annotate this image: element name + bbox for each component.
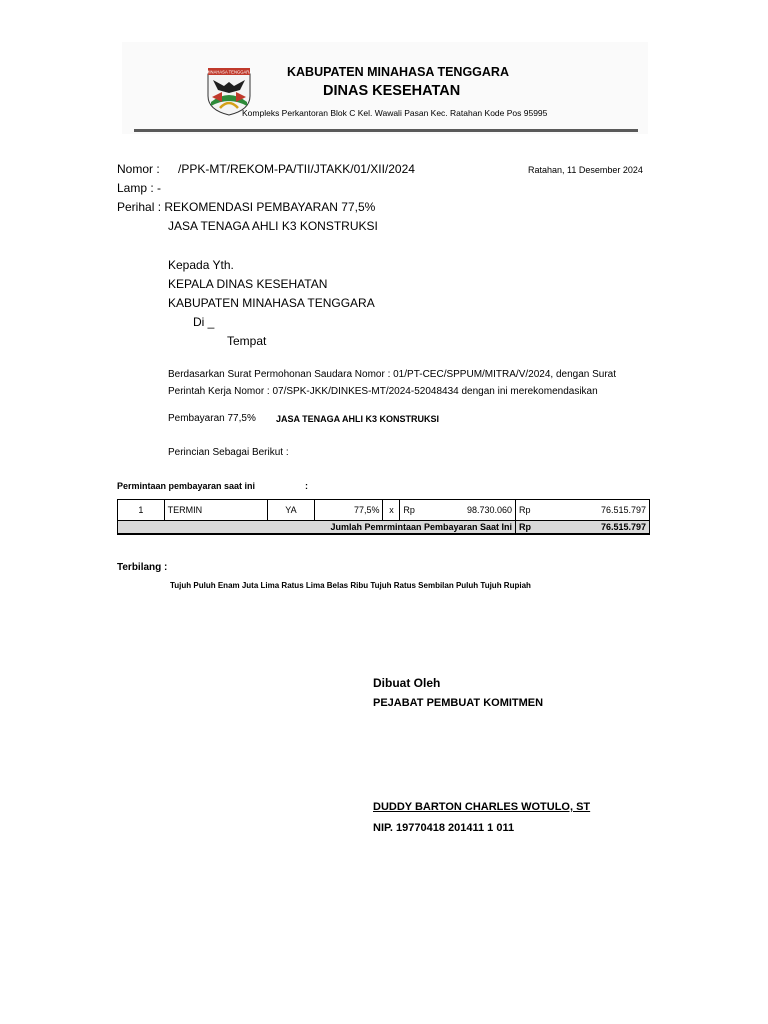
made-by: Dibuat Oleh xyxy=(373,676,441,690)
row-number: 1 xyxy=(118,500,165,521)
signer-name: DUDDY BARTON CHARLES WOTULO, ST xyxy=(373,801,591,813)
row-percent: 77,5% xyxy=(314,500,383,521)
letterhead-divider xyxy=(134,129,638,132)
row-times: x xyxy=(383,500,400,521)
signer-nip: NIP. 19770418 201411 1 011 xyxy=(373,822,515,834)
row-currency: Rp xyxy=(400,500,418,521)
payment-subject: JASA TENAGA AHLI K3 KONSTRUKSI xyxy=(276,414,440,424)
recipient-regency: KABUPATEN MINAHASA TENGGARA xyxy=(168,296,375,310)
row-base: 98.730.060 xyxy=(418,500,516,521)
perihal-line-1: Perihal : REKOMENDASI PEMBAYARAN 77,5% xyxy=(117,200,376,214)
detail-intro: Perincian Sebagai Berikut : xyxy=(168,447,289,458)
body-line-1: Berdasarkan Surat Permohonan Saudara Nomor : 01/PT-CEC/SPPUM/MITRA/V/2024, dengan Surat xyxy=(168,369,616,380)
total-row xyxy=(118,521,650,535)
recipient-place: Tempat xyxy=(227,334,267,348)
body-line-2: Perintah Kerja Nomor : 07/SPK-JKK/DINKES-MT/2024-52048434 dengan ini merekomendasikan xyxy=(168,386,598,397)
lamp: Lamp : - xyxy=(117,181,162,195)
total-amount: 76.515.797 xyxy=(534,521,649,535)
recipient-title: KEPALA DINAS KESEHATAN xyxy=(168,277,328,291)
row-item: TERMIN xyxy=(164,500,267,521)
total-label: Jumlah Pemrmintaan Pembayaran Saat Ini xyxy=(118,521,516,535)
table-row xyxy=(118,500,650,521)
request-colon: : xyxy=(305,481,308,491)
row-status: YA xyxy=(268,500,315,521)
signer-position: PEJABAT PEMBUAT KOMITMEN xyxy=(373,697,544,709)
nomor-value: /PPK-MT/REKOM-PA/TII/JTAKK/01/XII/2024 xyxy=(178,162,415,176)
payment-label: Pembayaran 77,5% xyxy=(168,413,256,424)
payment-table xyxy=(117,499,650,535)
regency-name: KABUPATEN MINAHASA TENGGARA xyxy=(287,65,509,79)
agency-address: Kompleks Perkantoran Blok C Kel. Wawali Pasan Kec. Ratahan Kode Pos 95995 xyxy=(242,108,548,118)
terbilang-label: Terbilang : xyxy=(117,562,168,573)
row-amount: 76.515.797 xyxy=(534,500,649,521)
recipient-di: Di _ xyxy=(193,315,215,329)
terbilang-text: Tujuh Puluh Enam Juta Lima Ratus Lima Belas Ribu Tujuh Ratus Sembilan Puluh Tujuh Rupiah xyxy=(170,581,531,590)
recipient-greeting: Kepada Yth. xyxy=(168,258,234,272)
perihal-line-2: JASA TENAGA AHLI K3 KONSTRUKSI xyxy=(168,219,378,233)
total-currency: Rp xyxy=(516,521,535,535)
nomor-label: Nomor : xyxy=(117,162,160,176)
agency-name: DINAS KESEHATAN xyxy=(323,83,461,99)
row-currency-2: Rp xyxy=(516,500,535,521)
place-date: Ratahan, 11 Desember 2024 xyxy=(528,165,643,175)
request-label: Permintaan pembayaran saat ini xyxy=(117,481,256,491)
emblem-text: MINAHASA TENGGARA xyxy=(206,69,252,75)
